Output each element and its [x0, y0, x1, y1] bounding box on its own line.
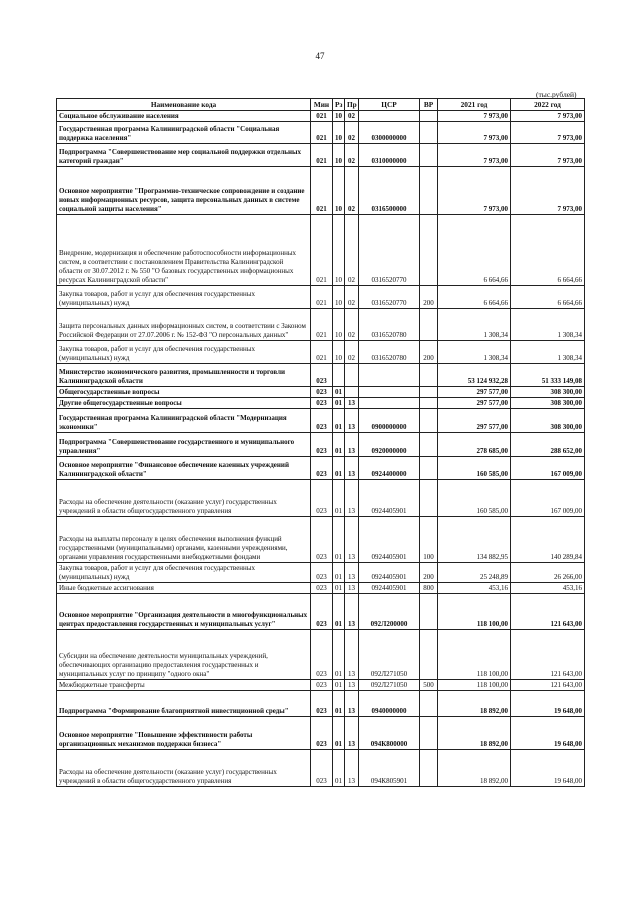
table-row	[57, 215, 585, 286]
cell-rz: 01	[333, 517, 345, 563]
cell-2022: 288 652,00	[511, 433, 585, 457]
cell-csr: 0316520770	[359, 215, 420, 286]
cell-min: 023	[311, 563, 333, 583]
cell-pr: 02	[345, 144, 359, 167]
table-row	[57, 630, 585, 680]
units-label: (тыс.рублей)	[536, 90, 577, 99]
header-2021: 2021 год	[438, 99, 511, 111]
cell-pr: 02	[345, 122, 359, 144]
table-row	[57, 680, 585, 691]
cell-2021: 6 664,66	[438, 215, 511, 286]
cell-min: 023	[311, 457, 333, 480]
cell-2022: 7 973,00	[511, 167, 585, 215]
cell-pr: 13	[345, 680, 359, 691]
cell-2022: 1 308,34	[511, 341, 585, 364]
cell-rz: 01	[333, 680, 345, 691]
cell-2022: 6 664,66	[511, 286, 585, 309]
cell-vr	[420, 480, 438, 517]
cell-name: Основное мероприятие "Финансовое обеспечение казенных учреждений Калининградской области"	[57, 457, 311, 480]
cell-pr: 13	[345, 517, 359, 563]
cell-2021: 453,16	[438, 583, 511, 594]
cell-2021: 297 577,00	[438, 387, 511, 398]
cell-min: 023	[311, 364, 333, 387]
cell-csr: 0316520780	[359, 309, 420, 341]
cell-csr	[359, 364, 420, 387]
cell-rz: 10	[333, 167, 345, 215]
cell-csr: 092Л200000	[359, 594, 420, 630]
cell-min: 021	[311, 286, 333, 309]
cell-csr: 0316520770	[359, 286, 420, 309]
cell-name: Основное мероприятие "Повышение эффективности работы организационных механизмов поддержки бизнеса"	[57, 717, 311, 750]
header-row	[57, 99, 585, 111]
cell-2021: 18 892,00	[438, 691, 511, 717]
cell-rz: 01	[333, 630, 345, 680]
cell-vr	[420, 717, 438, 750]
cell-name: Государственная программа Калининградской области "Модернизация экономики"	[57, 409, 311, 433]
cell-rz: 10	[333, 309, 345, 341]
cell-rz: 10	[333, 286, 345, 309]
table-row	[57, 122, 585, 144]
cell-min: 023	[311, 594, 333, 630]
cell-name: Межбюджетные трансферты	[57, 680, 311, 691]
cell-csr: 0300000000	[359, 122, 420, 144]
cell-min: 021	[311, 341, 333, 364]
cell-name: Закупка товаров, работ и услуг для обеспечения государственных (муниципальных) нужд	[57, 563, 311, 583]
cell-name: Расходы на обеспечение деятельности (оказание услуг) государственных учреждений в области общегосударственного управления	[57, 750, 311, 787]
cell-min: 023	[311, 517, 333, 563]
cell-2022: 121 643,00	[511, 680, 585, 691]
cell-min: 023	[311, 409, 333, 433]
cell-2021: 25 248,89	[438, 563, 511, 583]
cell-vr	[420, 691, 438, 717]
cell-vr: 200	[420, 286, 438, 309]
cell-csr: 0924400000	[359, 457, 420, 480]
table-row	[57, 594, 585, 630]
header-name: Наименование кода	[57, 99, 311, 111]
cell-csr	[359, 111, 420, 122]
cell-vr	[420, 398, 438, 409]
cell-vr: 100	[420, 517, 438, 563]
cell-vr: 800	[420, 583, 438, 594]
table-row	[57, 341, 585, 364]
cell-rz: 10	[333, 341, 345, 364]
table-row	[57, 364, 585, 387]
cell-rz: 01	[333, 398, 345, 409]
cell-rz: 10	[333, 144, 345, 167]
cell-rz: 10	[333, 215, 345, 286]
cell-name: Внедрение, модернизация и обеспечение работоспособности информационных систем, в соответствии с постановлением Правительства Калининградской области от 30.07.2012 г. № 550 "О базовых государственных информационных ресурсах Калининградской области"	[57, 215, 311, 286]
cell-rz: 01	[333, 594, 345, 630]
cell-2021: 18 892,00	[438, 717, 511, 750]
cell-2021: 7 973,00	[438, 144, 511, 167]
cell-2021: 297 577,00	[438, 409, 511, 433]
cell-2021: 118 100,00	[438, 630, 511, 680]
cell-min: 023	[311, 630, 333, 680]
table-row	[57, 144, 585, 167]
cell-2022: 167 009,00	[511, 480, 585, 517]
cell-vr	[420, 594, 438, 630]
cell-name: Основное мероприятие "Программно-техническое сопровождение и создание новых информационных ресурсов, защита персональных данных в системе социальной защиты населения"	[57, 167, 311, 215]
table-row	[57, 717, 585, 750]
cell-vr	[420, 122, 438, 144]
cell-2022: 26 266,00	[511, 563, 585, 583]
cell-2022: 19 648,00	[511, 750, 585, 787]
cell-csr: 0920000000	[359, 433, 420, 457]
cell-vr	[420, 750, 438, 787]
cell-min: 023	[311, 691, 333, 717]
cell-pr: 02	[345, 309, 359, 341]
cell-pr: 13	[345, 457, 359, 480]
cell-csr: 0316520780	[359, 341, 420, 364]
cell-min: 021	[311, 215, 333, 286]
table-row	[57, 387, 585, 398]
cell-pr: 02	[345, 167, 359, 215]
cell-2022: 51 333 149,08	[511, 364, 585, 387]
cell-min: 023	[311, 750, 333, 787]
cell-min: 023	[311, 387, 333, 398]
cell-csr: 0924405901	[359, 583, 420, 594]
cell-vr	[420, 630, 438, 680]
cell-min: 021	[311, 309, 333, 341]
cell-rz: 01	[333, 691, 345, 717]
cell-vr: 200	[420, 563, 438, 583]
cell-rz: 01	[333, 583, 345, 594]
cell-pr: 02	[345, 286, 359, 309]
cell-rz: 01	[333, 457, 345, 480]
cell-pr: 13	[345, 717, 359, 750]
cell-2021: 6 664,66	[438, 286, 511, 309]
cell-csr: 0900000000	[359, 409, 420, 433]
cell-csr: 092Л271050	[359, 630, 420, 680]
cell-pr: 13	[345, 433, 359, 457]
cell-csr: 092Л271050	[359, 680, 420, 691]
cell-rz: 10	[333, 111, 345, 122]
cell-2021: 7 973,00	[438, 167, 511, 215]
cell-2022: 308 300,00	[511, 398, 585, 409]
cell-2021: 297 577,00	[438, 398, 511, 409]
cell-vr	[420, 309, 438, 341]
cell-2021: 118 100,00	[438, 680, 511, 691]
cell-2022: 453,16	[511, 583, 585, 594]
header-csr: ЦСР	[359, 99, 420, 111]
cell-2022: 308 300,00	[511, 409, 585, 433]
table-row	[57, 286, 585, 309]
table-row	[57, 167, 585, 215]
cell-2022: 19 648,00	[511, 691, 585, 717]
cell-2021: 7 973,00	[438, 122, 511, 144]
cell-2021: 278 685,00	[438, 433, 511, 457]
cell-pr: 13	[345, 480, 359, 517]
cell-rz: 01	[333, 563, 345, 583]
cell-2021: 160 585,00	[438, 457, 511, 480]
cell-2022: 140 289,84	[511, 517, 585, 563]
cell-2022: 1 308,34	[511, 309, 585, 341]
table-row	[57, 517, 585, 563]
table-row	[57, 480, 585, 517]
cell-name: Закупка товаров, работ и услуг для обеспечения государственных (муниципальных) нужд	[57, 286, 311, 309]
table-row	[57, 750, 585, 787]
cell-2022: 7 973,00	[511, 111, 585, 122]
cell-2021: 160 585,00	[438, 480, 511, 517]
cell-name: Другие общегосударственные вопросы	[57, 398, 311, 409]
cell-rz	[333, 364, 345, 387]
cell-rz: 01	[333, 433, 345, 457]
cell-name: Расходы на выплаты персоналу в целях обеспечения выполнения функций государственными (муниципальными) органами, казенными учреждениями, органами управления государственными внебюджетными фондами	[57, 517, 311, 563]
cell-2022: 7 973,00	[511, 122, 585, 144]
cell-name: Социальное обслуживание населения	[57, 111, 311, 122]
table-row	[57, 433, 585, 457]
cell-pr: 13	[345, 398, 359, 409]
cell-pr: 02	[345, 215, 359, 286]
cell-name: Подпрограмма "Формирование благоприятной инвестиционной среды"	[57, 691, 311, 717]
cell-name: Государственная программа Калининградской области "Социальная поддержка населения"	[57, 122, 311, 144]
cell-csr: 0316500000	[359, 167, 420, 215]
cell-2021: 7 973,00	[438, 111, 511, 122]
cell-pr	[345, 387, 359, 398]
cell-csr: 0924405901	[359, 480, 420, 517]
cell-rz: 01	[333, 717, 345, 750]
table-row	[57, 563, 585, 583]
cell-csr: 0310000000	[359, 144, 420, 167]
cell-min: 021	[311, 122, 333, 144]
cell-2022: 6 664,66	[511, 215, 585, 286]
cell-name: Подпрограмма "Совершенствование государственного и муниципального управления"	[57, 433, 311, 457]
cell-rz: 01	[333, 750, 345, 787]
cell-vr	[420, 409, 438, 433]
cell-2021: 134 882,95	[438, 517, 511, 563]
cell-pr: 02	[345, 341, 359, 364]
cell-pr	[345, 364, 359, 387]
cell-csr	[359, 398, 420, 409]
cell-pr: 13	[345, 691, 359, 717]
header-2022: 2022 год	[511, 99, 585, 111]
cell-2021: 18 892,00	[438, 750, 511, 787]
cell-name: Субсидии на обеспечение деятельности муниципальных учреждений, обеспечивающих организацию предоставления государственных и муниципальных услуг по принципу "одного окна"	[57, 630, 311, 680]
cell-csr: 094К805901	[359, 750, 420, 787]
cell-vr	[420, 364, 438, 387]
table-row	[57, 398, 585, 409]
cell-name: Защита персональных данных информационных систем, в соответствии с Законом Российской Федерации от 27.07.2006 г. № 152-ФЗ "О персональных данных"	[57, 309, 311, 341]
cell-vr	[420, 215, 438, 286]
header-min: Мин	[311, 99, 333, 111]
cell-2021: 118 100,00	[438, 594, 511, 630]
cell-pr: 13	[345, 594, 359, 630]
cell-min: 021	[311, 111, 333, 122]
cell-2022: 7 973,00	[511, 144, 585, 167]
cell-vr	[420, 144, 438, 167]
cell-csr: 0924405901	[359, 517, 420, 563]
header-pr: Пр	[345, 99, 359, 111]
cell-2021: 53 124 932,28	[438, 364, 511, 387]
header-rz: Рз	[333, 99, 345, 111]
cell-rz: 01	[333, 480, 345, 517]
cell-name: Общегосударственные вопросы	[57, 387, 311, 398]
cell-name: Иные бюджетные ассигнования	[57, 583, 311, 594]
cell-name: Расходы на обеспечение деятельности (оказание услуг) государственных учреждений в области общегосударственного управления	[57, 480, 311, 517]
cell-vr	[420, 167, 438, 215]
cell-vr: 200	[420, 341, 438, 364]
cell-rz: 10	[333, 122, 345, 144]
cell-min: 021	[311, 144, 333, 167]
cell-rz: 01	[333, 409, 345, 433]
cell-min: 021	[311, 167, 333, 215]
cell-pr: 13	[345, 409, 359, 433]
cell-csr: 094К800000	[359, 717, 420, 750]
cell-2022: 308 300,00	[511, 387, 585, 398]
cell-min: 023	[311, 583, 333, 594]
cell-name: Министерство экономического развития, промышленности и торговли Калининградской области	[57, 364, 311, 387]
cell-2022: 121 643,00	[511, 594, 585, 630]
cell-pr: 13	[345, 630, 359, 680]
cell-pr: 13	[345, 750, 359, 787]
cell-name: Закупка товаров, работ и услуг для обеспечения государственных (муниципальных) нужд	[57, 341, 311, 364]
header-vr: ВР	[420, 99, 438, 111]
cell-vr	[420, 457, 438, 480]
cell-2021: 1 308,34	[438, 341, 511, 364]
cell-min: 023	[311, 480, 333, 517]
cell-csr: 0924405901	[359, 563, 420, 583]
cell-2021: 1 308,34	[438, 309, 511, 341]
table-row	[57, 691, 585, 717]
cell-vr	[420, 387, 438, 398]
cell-vr: 500	[420, 680, 438, 691]
cell-csr	[359, 387, 420, 398]
cell-pr: 02	[345, 111, 359, 122]
cell-csr: 0940000000	[359, 691, 420, 717]
table-row	[57, 457, 585, 480]
cell-min: 023	[311, 433, 333, 457]
cell-min: 023	[311, 398, 333, 409]
table-row	[57, 583, 585, 594]
cell-min: 023	[311, 680, 333, 691]
table-row	[57, 111, 585, 122]
cell-2022: 121 643,00	[511, 630, 585, 680]
budget-table	[56, 98, 585, 787]
cell-2022: 167 009,00	[511, 457, 585, 480]
cell-pr: 13	[345, 563, 359, 583]
cell-2022: 19 648,00	[511, 717, 585, 750]
cell-vr	[420, 433, 438, 457]
cell-pr: 13	[345, 583, 359, 594]
table-row	[57, 409, 585, 433]
cell-rz: 01	[333, 387, 345, 398]
cell-vr	[420, 111, 438, 122]
page-number: 47	[315, 51, 325, 61]
cell-name: Основное мероприятие "Организация деятельности в многофункциональных центрах предоставления государственных и муниципальных услуг"	[57, 594, 311, 630]
cell-min: 023	[311, 717, 333, 750]
cell-name: Подпрограмма "Совершенствование мер социальной поддержки отдельных категорий граждан"	[57, 144, 311, 167]
table-row	[57, 309, 585, 341]
